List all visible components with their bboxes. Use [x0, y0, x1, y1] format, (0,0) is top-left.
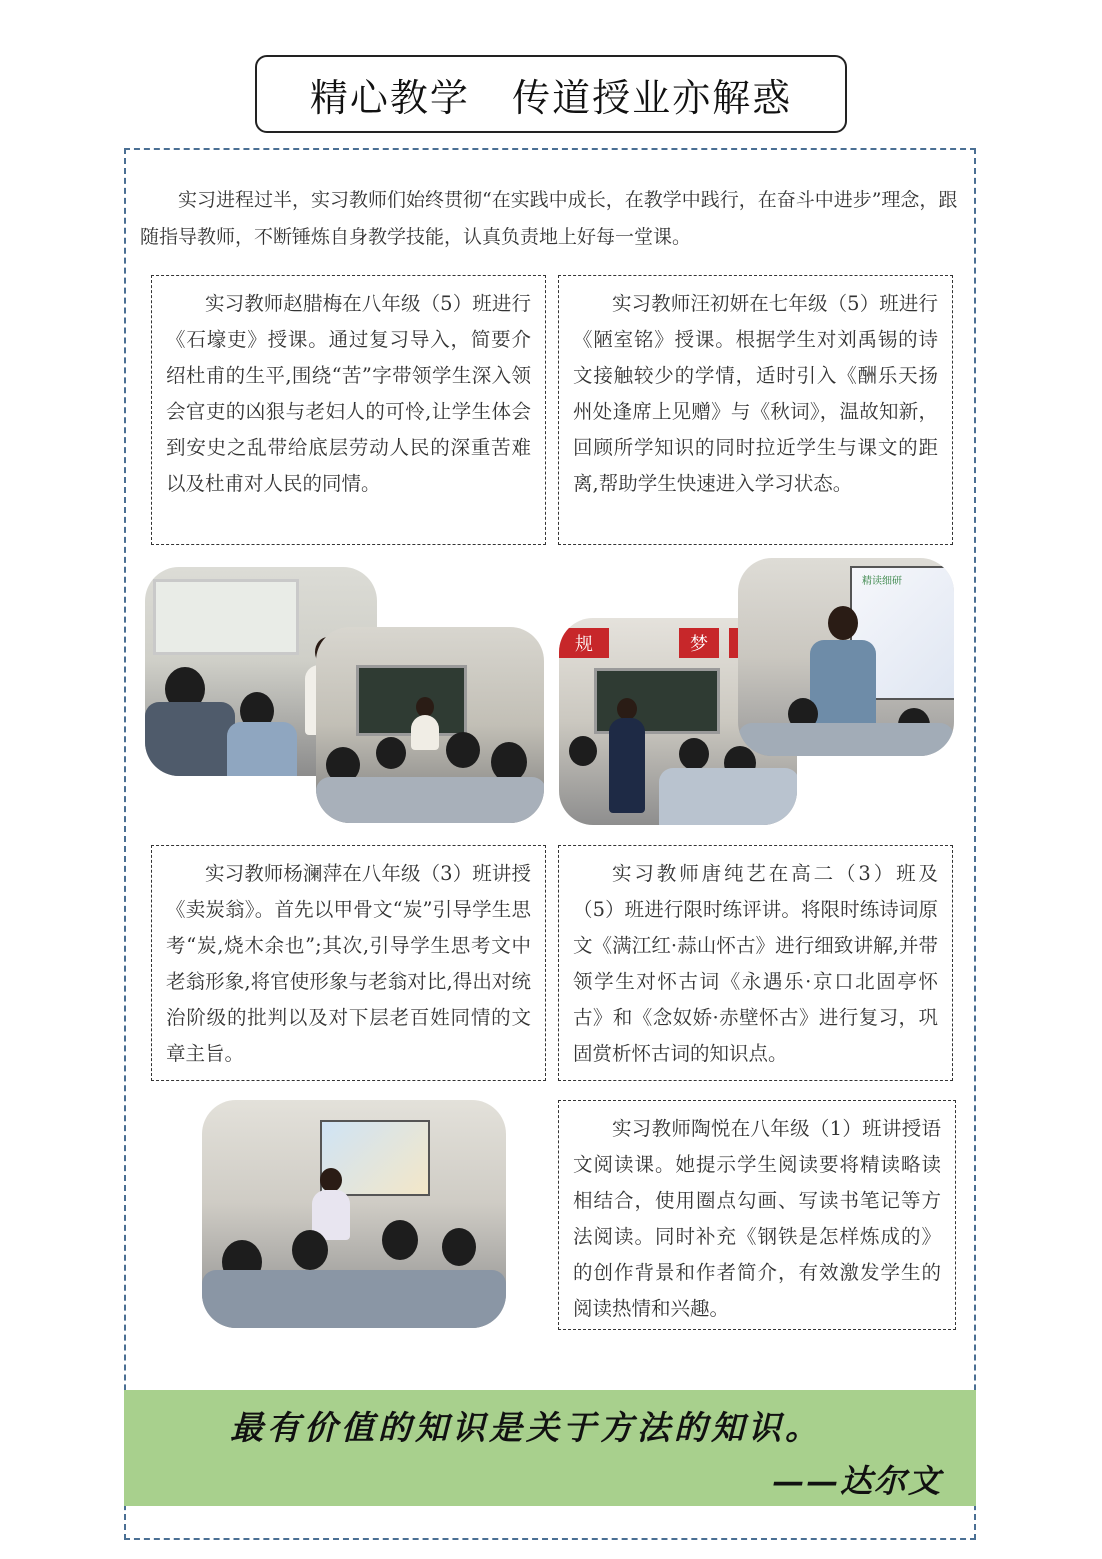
text-tang: 实习教师唐纯艺在高二（3）班及（5）班进行限时练评讲。将限时练诗词原文《满江红·蒜山怀古》进行细致讲解,并带领学生对怀古词《永遇乐·京口北固亭怀古》和《念奴娇·赤壁怀古》进行复习，巩固赏析怀古词的知识点。 [573, 862, 938, 1065]
quote-author: ——达尔文 [771, 1462, 942, 1500]
text-box-yang [151, 845, 546, 1081]
title-box [255, 55, 847, 133]
text-yang: 实习教师杨澜萍在八年级（3）班讲授《卖炭翁》。首先以甲骨文“炭”引导学生思考“炭,烧木余也”;其次,引导学生思考文中老翁形象,将官使形象与老翁对比,得出对统治阶级的批判以及对下层老百姓同情的文章主旨。 [166, 862, 531, 1065]
text-box-wang [558, 275, 953, 545]
text-zhao: 实习教师赵腊梅在八年级（5）班进行《石壕吏》授课。通过复习导入，简要介绍杜甫的生平,围绕“苦”字带领学生深入领会官吏的凶狠与老妇人的可怜,让学生体会到安史之乱带给底层劳动人民的深重苦难以及杜甫对人民的同情。 [166, 292, 531, 495]
intro-paragraph: 实习进程过半，实习教师们始终贯彻“在实践中成长，在教学中践行，在奋斗中进步”理念，跟随指导教师，不断锤炼自身教学技能，认真负责地上好每一堂课。 [140, 189, 958, 248]
classroom-photo-zhao-2 [316, 627, 544, 823]
banner-left: 规 [559, 628, 609, 658]
quote-text: 最有价值的知识是关于方法的知识。 [230, 1408, 822, 1447]
text-box-tao [558, 1100, 956, 1330]
classroom-photo-wang-2 [738, 558, 954, 756]
text-wang: 实习教师汪初妍在七年级（5）班进行《陋室铭》授课。根据学生对刘禹锡的诗文接触较少的学情，适时引入《酬乐天扬州处逢席上见赠》与《秋词》，温故知新，回顾所学知识的同时拉近学生与课文的距离,帮助学生快速进入学习状态。 [573, 292, 938, 495]
classroom-photo-tao [202, 1100, 506, 1328]
page-title: 精心教学 传道授业亦解惑 [309, 75, 793, 120]
text-tao: 实习教师陶悦在八年级（1）班讲授语文阅读课。她提示学生阅读要将精读略读相结合，使用圈点勾画、写读书笔记等方法阅读。同时补充《钢铁是怎样炼成的》的创作背景和作者简介，有效激发学生的阅读热情和兴趣。 [573, 1117, 941, 1320]
text-box-zhao [151, 275, 546, 545]
text-box-tang [558, 845, 953, 1081]
banner-right-1: 梦 [679, 628, 719, 658]
slide-label: 精读细研 [862, 576, 902, 587]
